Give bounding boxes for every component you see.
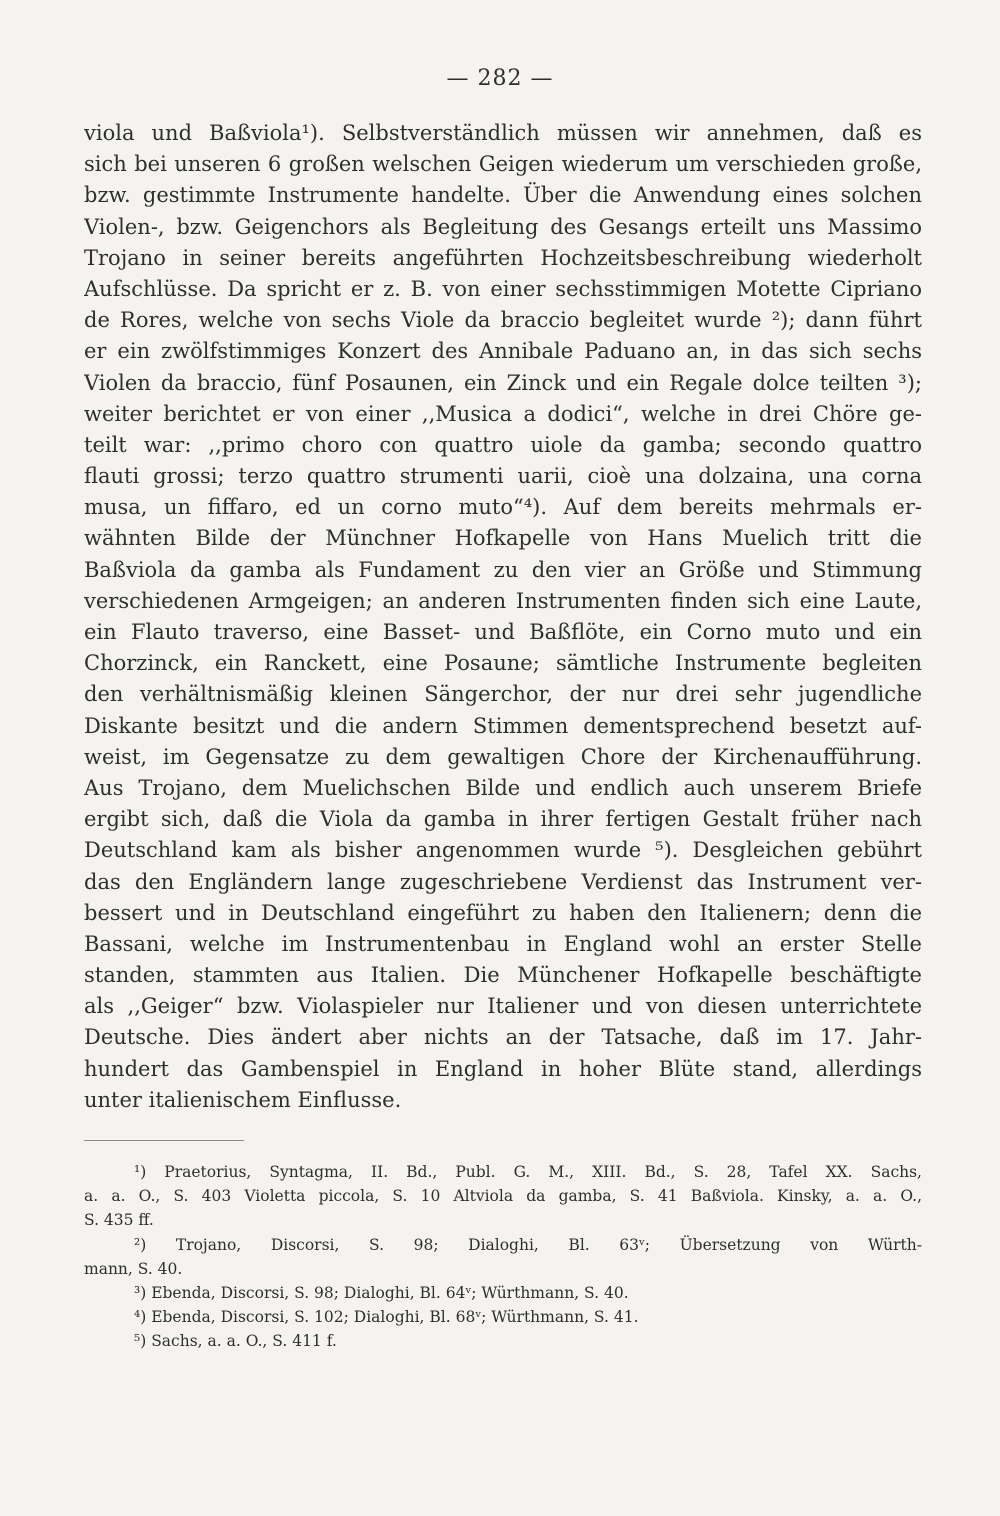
text-line: er ein zwölfstimmiges Konzert des Annibale Paduano an, in das sich sechs — [84, 339, 922, 364]
text-line: viola und Baßviola¹). Selbstverständlich müssen wir annehmen, daß es — [84, 121, 922, 145]
footnote-line: S. 435 ff. — [84, 1211, 154, 1230]
text-line: Deutsche. Dies ändert aber nichts an der Tatsache, daß im 17. Jahr- — [84, 1025, 922, 1050]
text-line: Aufschlüsse. Da spricht er z. B. von einer sechsstimmigen Motette Cipriano — [84, 276, 922, 301]
main-text — [84, 118, 922, 1116]
text-line: ergibt sich, daß die Viola da gamba in ihrer fertigen Gestalt früher nach — [84, 807, 922, 832]
text-line: musa, un fiffaro, ed un corno muto“⁴). Auf dem bereits mehrmals er- — [84, 495, 922, 520]
footnotes — [84, 1160, 922, 1354]
text-line: Bassani, welche im Instrumentenbau in England wohl an erster Stelle — [84, 931, 922, 956]
text-line: den verhältnismäßig kleinen Sängerchor, der nur drei sehr jugendliche — [84, 682, 922, 707]
footnote-divider — [84, 1140, 244, 1141]
text-line: teilt war: ,,primo choro con quattro uiole da gamba; secondo quattro — [84, 432, 922, 457]
footnote-line: mann, S. 40. — [84, 1259, 183, 1278]
footnote-line: ¹) Praetorius, Syntagma, II. Bd., Publ. G. M., XIII. Bd., S. 28, Tafel XX. Sachs, — [134, 1163, 922, 1181]
text-line: standen, stammten aus Italien. Die Münchener Hofkapelle beschäftigte — [84, 963, 922, 988]
text-line: sich bei unseren 6 großen welschen Geigen wiederum um verschieden große, — [84, 152, 922, 177]
footnote-line: ³) Ebenda, Discorsi, S. 98; Dialoghi, Bl. 64ᵛ; Würthmann, S. 40. — [134, 1283, 629, 1302]
footnote-line: ⁴) Ebenda, Discorsi, S. 102; Dialoghi, Bl. 68ᵛ; Würthmann, S. 41. — [134, 1308, 639, 1327]
text-line: bzw. gestimmte Instrumente handelte. Über die Anwendung eines solchen — [84, 183, 922, 208]
page-number: — 282 — — [446, 66, 554, 91]
text-line: ein Flauto traverso, eine Basset- und Baßflöte, ein Corno muto und ein — [84, 620, 922, 644]
text-line: Violen da braccio, fünf Posaunen, ein Zinck und ein Regale dolce teilten ³); — [84, 370, 922, 395]
text-line: unter italienischem Einflusse. — [84, 1087, 402, 1112]
text-line: de Rores, welche von sechs Viole da braccio begleitet wurde ²); dann führt — [84, 308, 922, 333]
footnote-line: a. a. O., S. 403 Violetta piccola, S. 10 Altviola da gamba, S. 41 Baßviola. Kinsky, a. a. O., — [84, 1187, 922, 1206]
text-line: Trojano in seiner bereits angeführten Hochzeitsbeschreibung wiederholt — [84, 245, 922, 270]
text-line: hundert das Gambenspiel in England in hoher Blüte stand, allerdings — [84, 1056, 922, 1081]
text-line: verschiedenen Armgeigen; an anderen Instrumenten finden sich eine Laute, — [84, 588, 922, 613]
text-line: weist, im Gegensatze zu dem gewaltigen Chore der Kirchenaufführung. — [84, 744, 922, 769]
text-line: als ,,Geiger“ bzw. Violaspieler nur Italiener und von diesen unterrichtete — [84, 994, 922, 1019]
footnote-line: ⁵) Sachs, a. a. O., S. 411 f. — [134, 1332, 337, 1351]
text-line: bessert und in Deutschland eingeführt zu haben den Italienern; denn die — [84, 900, 922, 925]
text-line: das den Engländern lange zugeschriebene Verdienst das Instrument ver- — [84, 869, 922, 894]
text-line: Deutschland kam als bisher angenommen wurde ⁵). Desgleichen gebührt — [84, 838, 922, 863]
text-line: Violen-, bzw. Geigenchors als Begleitung des Gesangs erteilt uns Massimo — [84, 214, 922, 239]
text-line: wähnten Bilde der Münchner Hofkapelle von Hans Muelich tritt die — [84, 526, 922, 551]
text-line: flauti grossi; terzo quattro strumenti uarii, cioè una dolzaina, una corna — [84, 464, 922, 489]
text-line: Chorzinck, ein Ranckett, eine Posaune; sämtliche Instrumente begleiten — [84, 651, 922, 676]
footnote-line: ²) Trojano, Discorsi, S. 98; Dialoghi, Bl. 63ᵛ; Übersetzung von Würth- — [134, 1235, 922, 1254]
text-line: weiter berichtet er von einer ,,Musica a dodici“, welche in drei Chöre ge- — [84, 401, 922, 426]
text-line: Aus Trojano, dem Muelichschen Bilde und endlich auch unserem Briefe — [84, 775, 922, 800]
text-line: Diskante besitzt und die andern Stimmen dementsprechend besetzt auf- — [84, 713, 922, 738]
text-line: Baßviola da gamba als Fundament zu den vier an Größe und Stimmung — [84, 557, 922, 582]
